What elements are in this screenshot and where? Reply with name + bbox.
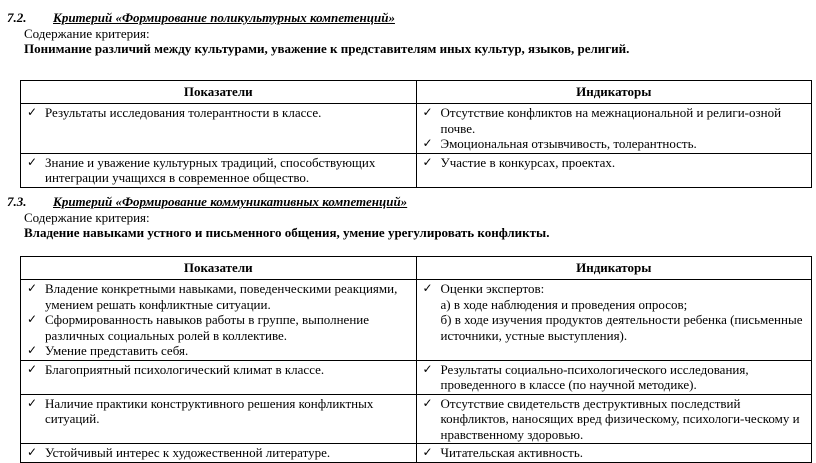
section-title (7, 10, 395, 26)
check-icon: ✓ (422, 361, 433, 376)
check-icon: ✓ (27, 445, 38, 459)
list-item: ✓ Сформированность навыков работы в группе, выполнение различных социальных ролей в коллективе. (27, 312, 369, 343)
check-icon: ✓ (422, 281, 433, 295)
list-item: ✓ Владение конкретными навыками, поведенческими реакциями, умением решать конфликтные ситуации. (27, 281, 398, 312)
check-icon: ✓ (422, 445, 433, 459)
check-icon: ✓ (27, 361, 38, 376)
list-item: ✓ Наличие практики конструктивного решения конфликтных ситуаций. (27, 395, 374, 426)
criteria-table (20, 80, 812, 188)
header-indicators: Показатели (21, 257, 417, 280)
sub-item: а) в ходе наблюдения и проведения опросов; (440, 296, 688, 312)
table-row (21, 104, 812, 154)
content-text: Владение навыками устного и письменного общения, умение урегулировать конфликты. (24, 225, 550, 240)
list-item: ✓ Эмоциональная отзывчивость, толерантность. (422, 136, 697, 151)
criteria-table (20, 256, 812, 463)
check-icon: ✓ (422, 395, 433, 410)
check-icon: ✓ (422, 136, 433, 150)
list-item: ✓ Отсутствие конфликтов на межнациональной и религи-озной почве. (422, 105, 782, 136)
section-title-text: Критерий «Формирование коммуникативных компетенций» (53, 194, 408, 209)
table-row (21, 153, 812, 187)
section-title-text: Критерий «Формирование поликультурных компетенций» (53, 10, 395, 25)
check-icon: ✓ (422, 105, 433, 119)
table-row (21, 394, 812, 444)
check-icon: ✓ (27, 395, 38, 410)
list-item: ✓ Читательская активность. (422, 445, 584, 460)
list-item: ✓ Знание и уважение культурных традиций, способствующих интеграции учащихся в современное общество. (27, 154, 376, 185)
check-icon: ✓ (27, 154, 38, 169)
content-text: Понимание различий между культурами, уважение к представителям иных культур, языков, религий. (24, 41, 630, 56)
section-title (7, 194, 407, 210)
table-row (21, 360, 812, 394)
list-item: ✓ Благоприятный психологический климат в классе. (27, 361, 325, 377)
check-icon: ✓ (27, 281, 38, 295)
section-number: 7.3. (7, 194, 27, 209)
list-item: ✓ Умение представить себя. (27, 343, 189, 358)
sub-item: б) в ходе изучения продуктов деятельности ребенка (письменные источники, устные выступления). (440, 312, 803, 343)
content-label: Содержание критерия: (24, 210, 150, 225)
check-icon: ✓ (422, 154, 433, 169)
list-item: ✓ Результаты исследования толерантности в классе. (27, 105, 322, 120)
table-row (21, 444, 812, 463)
header-markers: Индикаторы (416, 81, 812, 104)
header-markers: Индикаторы (416, 257, 812, 280)
list-item: ✓ Оценки экспертов: (422, 281, 545, 296)
check-icon: ✓ (27, 105, 38, 119)
list-item: ✓ Отсутствие свидетельств деструктивных последствий конфликтов, наносящих вред физическому, психологи-ческому и нравственному здоровью. (422, 395, 800, 442)
content-label: Содержание критерия: (24, 26, 150, 41)
section-number: 7.2. (7, 10, 27, 25)
list-item: ✓ Участие в конкурсах, проектах. (422, 154, 616, 170)
header-indicators: Показатели (21, 81, 417, 104)
list-item: ✓ Результаты социально-психологического исследования, проведенного в классе (по научной методике). (422, 361, 749, 392)
table-row (21, 280, 812, 361)
list-item: ✓ Устойчивый интерес к художественной литературе. (27, 445, 331, 460)
check-icon: ✓ (27, 312, 38, 326)
check-icon: ✓ (27, 343, 38, 357)
